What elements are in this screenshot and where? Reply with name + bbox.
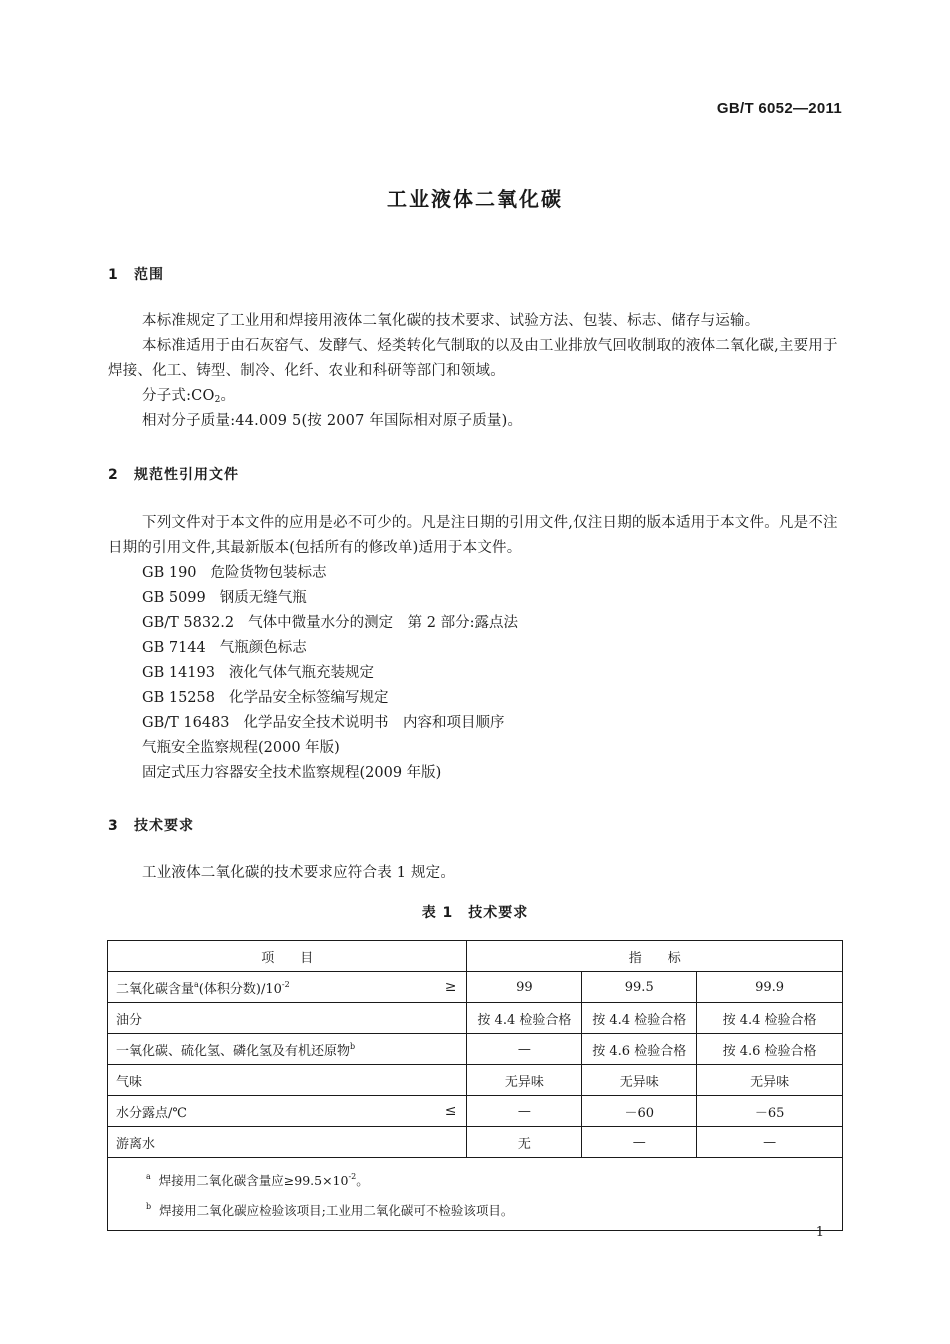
- row-item: 油分: [108, 1003, 467, 1034]
- reference-code: GB/T 16483: [142, 715, 230, 731]
- reference-code: GB 190: [142, 565, 197, 581]
- row-item: 气味: [108, 1065, 467, 1096]
- formula-prefix: 分子式:CO: [142, 388, 215, 404]
- row-value: 按 4.4 检验合格: [582, 1003, 697, 1034]
- table-row: [108, 1065, 843, 1096]
- section-number: 2: [108, 467, 119, 483]
- section-3-heading: [108, 815, 194, 835]
- row-value: －65: [697, 1096, 843, 1127]
- reference-item: [142, 611, 518, 636]
- row-value: 按 4.6 检验合格: [697, 1034, 843, 1065]
- reference-code: GB 7144: [142, 640, 206, 656]
- row-value: —: [697, 1127, 843, 1158]
- note-mark: b: [146, 1202, 152, 1211]
- reference-name: 气瓶安全监察规程(2000 年版): [142, 740, 340, 756]
- section-1-heading: [108, 264, 164, 284]
- row-value: 无异味: [697, 1065, 843, 1096]
- row-item: 一氧化碳、硫化氢、磷化氢及有机还原物$^b$: [108, 1034, 467, 1065]
- row-value: 无: [467, 1127, 582, 1158]
- row-value: —: [582, 1127, 697, 1158]
- row-value: —: [467, 1096, 582, 1127]
- table-header-row: [108, 941, 843, 972]
- reference-name: 化学品安全技术说明书 内容和项目顺序: [243, 715, 505, 731]
- table-row: [108, 1096, 843, 1127]
- row-item: 水分露点/℃ ≤: [108, 1096, 467, 1127]
- comparison-symbol: ≥: [444, 979, 457, 995]
- technical-requirements-table: [107, 940, 843, 1231]
- reference-name: 化学品安全标签编写规定: [228, 690, 389, 706]
- row-value: 按 4.4 检验合格: [467, 1003, 582, 1034]
- reference-name: 危险货物包装标志: [210, 565, 327, 581]
- reference-name: 气瓶颜色标志: [219, 640, 307, 656]
- section-title: 技术要求: [134, 818, 194, 834]
- table-notes: [108, 1158, 843, 1231]
- scope-paragraph-2: 本标准适用于由石灰窑气、发酵气、烃类转化气制取的以及由工业排放气回收制取的液体二氧化碳,主要用于焊接、化工、铸型、制冷、化纤、农业和科研等部门和领域。: [108, 338, 838, 379]
- row-item: 二氧化碳含量$^a$(体积分数)$/10^{-2}$ ≥: [108, 972, 467, 1003]
- page-number: 1: [815, 1225, 824, 1240]
- scope-paragraph-1: 本标准规定了工业用和焊接用液体二氧化碳的技术要求、试验方法、包装、标志、储存与运输。: [142, 313, 760, 329]
- section-title: 规范性引用文件: [134, 467, 239, 483]
- row-value: 99.9: [697, 972, 843, 1003]
- molecular-mass: 相对分子质量:44.009 5(按 2007 年国际相对原子质量)。: [142, 413, 523, 429]
- reference-code: GB 14193: [142, 665, 215, 681]
- row-item: 游离水: [108, 1127, 467, 1158]
- header-item: 项 目: [108, 941, 467, 972]
- comparison-symbol: ≤: [444, 1103, 457, 1119]
- reference-item: [142, 686, 388, 711]
- reference-item: [142, 586, 307, 611]
- table-note: $^b$ 焊接用二氧化碳应检验该项目;工业用二氧化碳可不检验该项目。: [146, 1202, 514, 1218]
- reference-item: [142, 711, 505, 736]
- table-row: [108, 972, 843, 1003]
- reference-item: [142, 561, 327, 586]
- requirements-paragraph: 工业液体二氧化碳的技术要求应符合表 1 规定。: [142, 865, 456, 881]
- row-value: 99: [467, 972, 582, 1003]
- table-row: [108, 1127, 843, 1158]
- references-intro: 下列文件对于本文件的应用是必不可少的。凡是注日期的引用文件,仅注日期的版本适用于本文件。凡是不注日期的引用文件,其最新版本(包括所有的修改单)适用于本文件。: [108, 515, 838, 556]
- reference-name: 气体中微量水分的测定 第 2 部分:露点法: [248, 615, 518, 631]
- reference-code: GB 15258: [142, 690, 215, 706]
- table-notes-row: [108, 1158, 843, 1231]
- row-value: 按 4.6 检验合格: [582, 1034, 697, 1065]
- standard-code: GB/T 6052—2011: [716, 100, 842, 117]
- table-note: $^a$ 焊接用二氧化碳含量应$\ge 99.5\times 10^{-2}$。: [146, 1172, 369, 1188]
- reference-item: [142, 661, 374, 686]
- reference-code: GB/T 5832.2: [142, 615, 235, 631]
- reference-item: [142, 736, 340, 761]
- section-2-heading: [108, 464, 239, 484]
- section-title: 范围: [134, 267, 164, 283]
- table-row: [108, 1003, 843, 1034]
- section-number: 3: [108, 818, 119, 834]
- row-value: —: [467, 1034, 582, 1065]
- formula-suffix: 。: [220, 388, 236, 404]
- section-number: 1: [108, 267, 119, 283]
- reference-item: [142, 636, 307, 661]
- row-value: 99.5: [582, 972, 697, 1003]
- reference-item: [142, 761, 441, 786]
- row-value: 按 4.4 检验合格: [697, 1003, 843, 1034]
- reference-name: 液化气体气瓶充装规定: [228, 665, 374, 681]
- row-value: 无异味: [582, 1065, 697, 1096]
- header-index: 指 标: [467, 941, 843, 972]
- formula-subscript: 2: [214, 395, 221, 405]
- document-title: 工业液体二氧化碳: [387, 187, 563, 211]
- row-value: 无异味: [467, 1065, 582, 1096]
- reference-name: 固定式压力容器安全技术监察规程(2009 年版): [142, 765, 442, 781]
- row-value: －60: [582, 1096, 697, 1127]
- reference-name: 钢质无缝气瓶: [219, 590, 307, 606]
- table-title: 表 1 技术要求: [421, 905, 529, 921]
- table-row: [108, 1034, 843, 1065]
- reference-code: GB 5099: [142, 590, 206, 606]
- note-mark: a: [146, 1172, 151, 1181]
